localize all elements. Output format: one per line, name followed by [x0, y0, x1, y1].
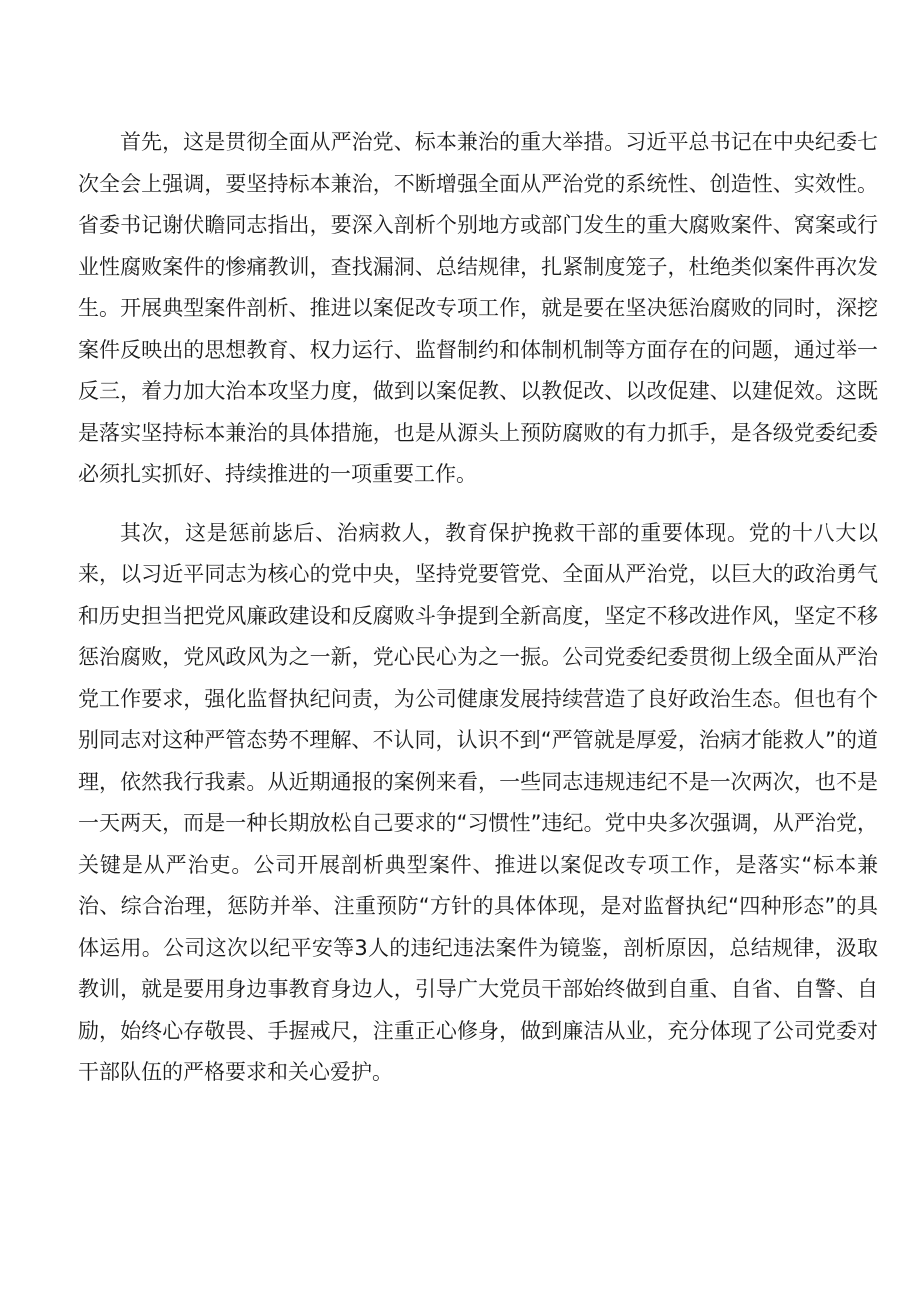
document-body [78, 122, 878, 1094]
paragraph-2: 其次，这是惩前毖后、治病救人，教育保护挽救干部的重要体现。党的十八大以来，以习近平同志为核心的党中央，坚持党要管党、全面从严治党，以巨大的政治勇气和历史担当把党风廉政建设和反腐败斗争提到全新高度，坚定不移改进作风，坚定不移惩治腐败，党风政风为之一新，党心民心为之一振。公司党委纪委贯彻上级全面从严治党工作要求，强化监督执纪问责，为公司健康发展持续营造了良好政治生态。但也有个别同志对这种严管态势不理解、不认同，认识不到“严管就是厚爱，治病才能救人”的道理，依然我行我素。从近期通报的案例来看，一些同志违规违纪不是一次两次，也不是一天两天，而是一种长期放松自己要求的“习惯性”违纪。党中央多次强调，从严治党，关键是从严治吏。公司开展剖析典型案件、推进以案促改专项工作，是落实“标本兼治、综合治理，惩防并举、注重预防“方针的具体体现，是对监督执纪“四种形态”的具体运用。公司这次以纪平安等3人的违纪违法案件为镜鉴，剖析原因，总结规律，汲取教训，就是要用身边事教育身边人，引导广大党员干部始终做到自重、自省、自警、自励，始终心存敬畏、手握戒尺，注重正心修身，做到廉洁从业，充分体现了公司党委对干部队伍的严格要求和关心爱护。 [78, 520, 878, 1084]
paragraph-1: 首先，这是贯彻全面从严治党、标本兼治的重大举措。习近平总书记在中央纪委七次全会上强调，要坚持标本兼治，不断增强全面从严治党的系统性、创造性、实效性。省委书记谢伏瞻同志指出，要深入剖析个别地方或部门发生的重大腐败案件、窝案或行业性腐败案件的惨痛教训，查找漏洞、总结规律，扎紧制度笼子，杜绝类似案件再次发生。开展典型案件剖析、推进以案促改专项工作，就是要在坚决惩治腐败的同时，深挖案件反映出的思想教育、权力运行、监督制约和体制机制等方面存在的问题，通过举一反三，着力加大治本攻坚力度，做到以案促教、以教促改、以改促建、以建促效。这既是落实坚持标本兼治的具体措施，也是从源头上预防腐败的有力抓手，是各级党委纪委必须扎实抓好、持续推进的一项重要工作。 [78, 130, 878, 486]
